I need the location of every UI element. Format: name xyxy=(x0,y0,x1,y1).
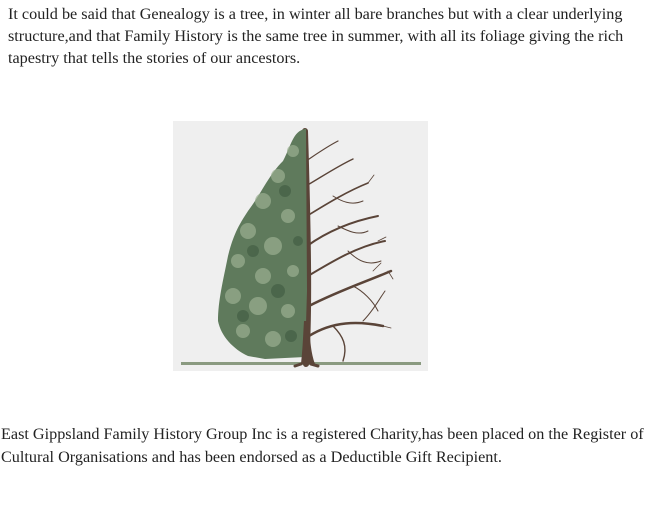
tree-image xyxy=(173,121,428,371)
foliage xyxy=(218,129,315,364)
charity-paragraph: East Gippsland Family History Group Inc is a registered Charity,has been placed on the Register of Cultural Organisations and has been endorsed as a Deductible Gift Recipient. xyxy=(1,425,644,466)
bare-branches xyxy=(295,131,393,366)
intro-paragraph: It could be said that Genealogy is a tree, in winter all bare branches but with a clear underlying structure,and that Family History is the same tree in summer, with all its foliage giving the rich tapestry that tells the stories of our ancestors. xyxy=(8,5,624,67)
tree-illustration xyxy=(173,121,428,371)
